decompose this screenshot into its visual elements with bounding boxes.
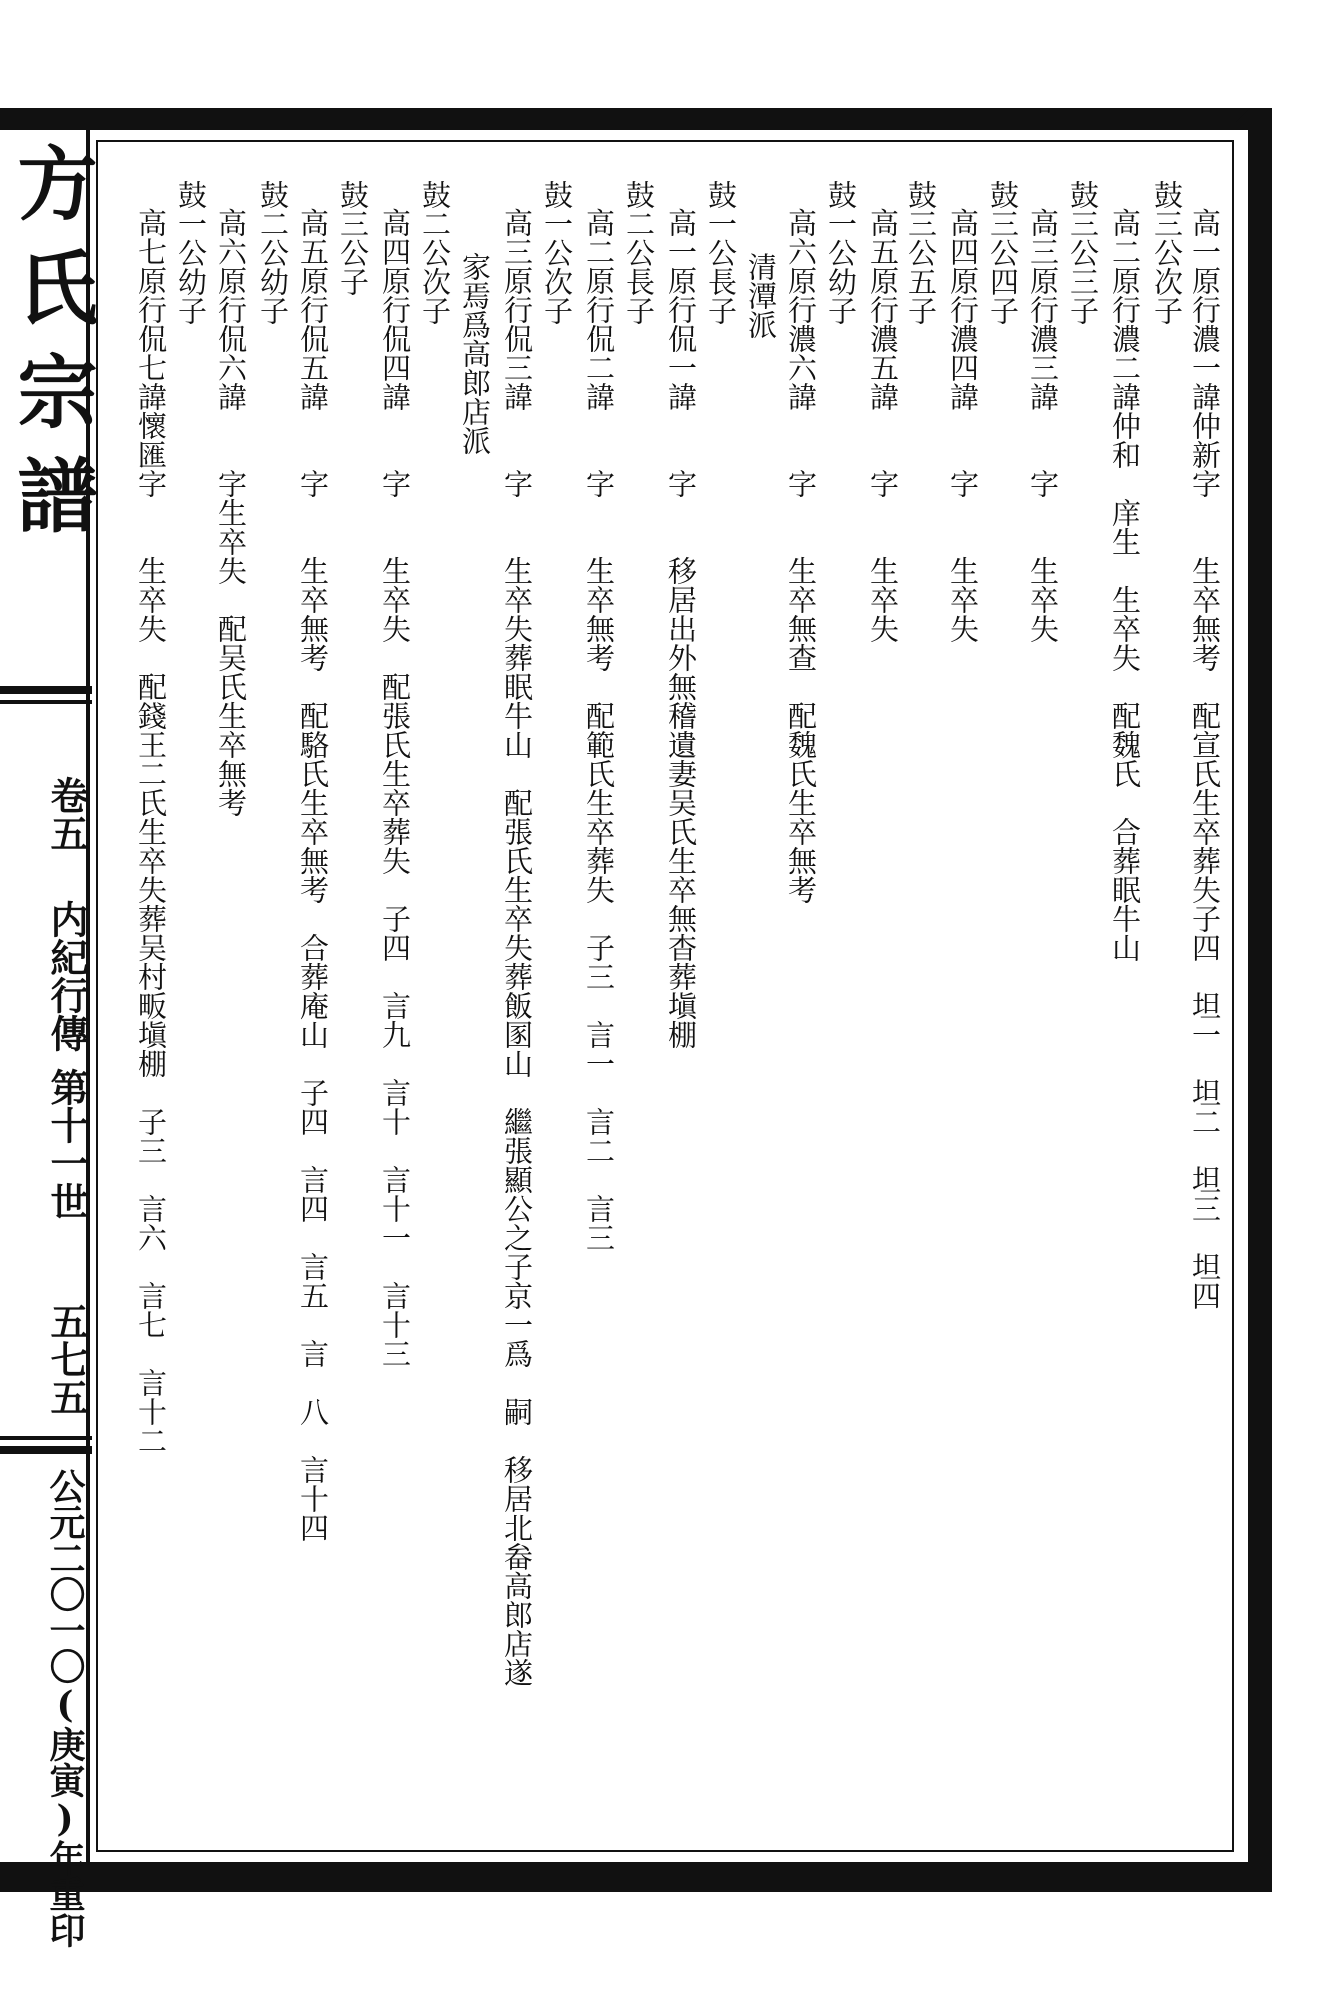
page-number: 五七五 xyxy=(44,1302,89,1416)
generation-label: 第十一世 xyxy=(44,1068,89,1220)
frame-corner xyxy=(1236,108,1250,122)
reprint-note: 公元二〇一〇(庚寅)年重印 xyxy=(44,1468,86,1948)
margin-separator xyxy=(0,700,92,704)
frame-bottom-bar xyxy=(0,1862,1262,1892)
entry-column: 高二原行侃二諱 字 生卒無考 配範氏生卒葬失 子三 言一 言二 言三 xyxy=(582,208,616,1252)
margin-separator xyxy=(0,686,92,694)
entry-column: 高七原行侃七諱懷匯字 生卒失 配錢王二氏生卒失葬吴村畈塡棚 子三 言六 言七 言十二 xyxy=(134,208,168,1455)
entry-column: 高一原行侃一諱 字 移居出外無稽遺妻吴氏生卒無杳葬塡棚 xyxy=(664,208,698,1049)
parent-column: 鼓一公幼子 xyxy=(824,180,858,325)
parent-column: 鼓三公子 xyxy=(336,180,370,296)
entry-column: 高三原行侃三諱 字 生卒失葬眠牛山 配張氏生卒失葬飯圂山 繼張顯公之子京一爲 嗣 移居北畚高郎店遂 xyxy=(500,208,534,1687)
entry-column: 高五原行濃五諱 字 生卒失 xyxy=(866,208,900,643)
entry-continuation: 家焉爲高郎店派 xyxy=(458,252,492,455)
book-title: 方氏宗譜 xyxy=(4,142,98,558)
entry-column: 高六原行濃六諱 字 生卒無查 配魏氏生卒無考 xyxy=(784,208,818,904)
volume-label: 卷五 xyxy=(44,776,89,852)
parent-column: 鼓二公幼子 xyxy=(256,180,290,325)
parent-column: 鼓一公次子 xyxy=(540,180,574,325)
section-label: 内紀行傳 xyxy=(44,900,89,1052)
margin-separator xyxy=(0,1436,92,1440)
entry-column: 高五原行侃五諱 字 生卒無考 配駱氏生卒無考 合葬庵山 子四 言四 言五 言 八 言十四 xyxy=(296,208,330,1542)
parent-column: 鼓三公五子 xyxy=(904,180,938,325)
entry-column: 高四原行濃四諱 字 生卒失 xyxy=(946,208,980,643)
parent-column: 鼓二公長子 xyxy=(622,180,656,325)
parent-column: 鼓一公幼子 xyxy=(174,180,208,325)
entry-column: 高四原行侃四諱 字 生卒失 配張氏生卒葬失 子四 言九 言十 言十一 言十三 xyxy=(378,208,412,1368)
entry-column: 高二原行濃二諱仲和 庠生 生卒失 配魏氏 合葬眠牛山 xyxy=(1108,208,1142,962)
parent-column: 鼓三公三子 xyxy=(1066,180,1100,325)
parent-column: 鼓三公次子 xyxy=(1150,180,1184,325)
frame-right-bar xyxy=(1248,108,1272,1892)
frame-top-bar xyxy=(0,108,1262,130)
parent-column: 鼓三公四子 xyxy=(986,180,1020,325)
parent-column: 鼓一公長子 xyxy=(704,180,738,325)
entry-column: 高一原行濃一諱仲新字 生卒無考 配宣氏生卒葬失子四 坦一 坦二 坦三 坦四 xyxy=(1188,208,1222,1310)
entry-column: 高六原行侃六諱 字生卒失 配吴氏生卒無考 xyxy=(214,208,248,817)
margin-separator xyxy=(0,1446,92,1454)
branch-label: 清潭派 xyxy=(744,252,778,339)
entry-column: 高三原行濃三諱 字 生卒失 xyxy=(1026,208,1060,643)
parent-column: 鼓二公次子 xyxy=(418,180,452,325)
